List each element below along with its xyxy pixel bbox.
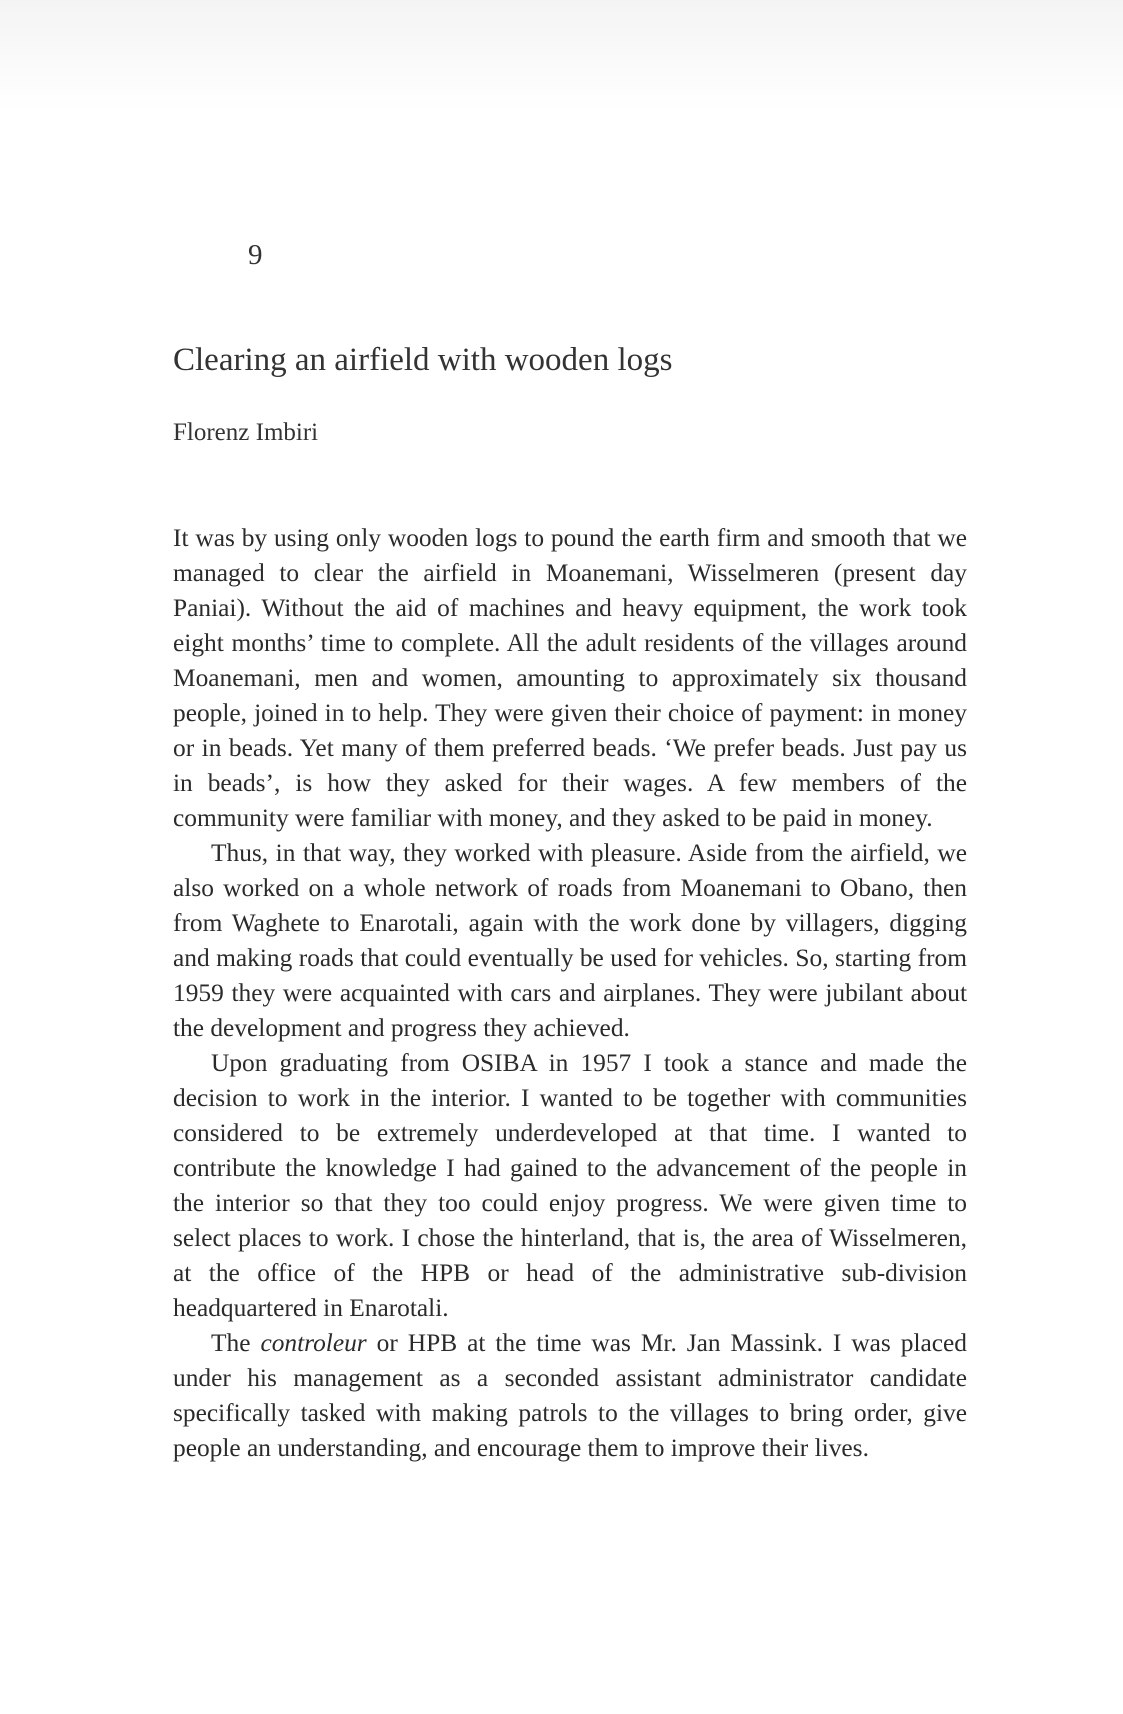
paragraph-1: It was by using only wooden logs to pound the earth firm and smooth that we managed to clear the airfield in Moanemani, Wisselmeren (present day Paniai). Without the aid of machines and heavy equipment, the work took eight months’ time to complete. All the adult residents of the villages around Moanemani, men and women, amounting to approximately six thousand people, joined in to help. They were given their choice of payment: in money or in beads. Yet many of them preferred beads. ‘We prefer beads. Just pay us in beads’, is how they asked for their wages. A few members of the community were familiar with money, and they asked to be paid in money.: [173, 524, 967, 832]
paragraph-3: Upon graduating from OSIBA in 1957 I took a stance and made the decision to work in the interior. I wanted to be together with communities considered to be extremely underdeveloped at that time. I wanted to contribute the knowledge I had gained to the advancement of the people in the interior so that they too could enjoy progress. We were given time to select places to work. I chose the hinterland, that is, the area of Wisselmeren, at the office of the HPB or head of the administrative sub-division headquartered in Enarotali.: [173, 1049, 967, 1322]
scan-shadow: [0, 0, 1123, 110]
paragraph-2: Thus, in that way, they worked with pleasure. Aside from the airfield, we also worked on a whole network of roads from Moanemani to Obano, then from Waghete to Enarotali, again with the work done by villagers, digging and making roads that could eventually be used for vehicles. So, starting from 1959 they were acquainted with cars and airplanes. They were jubilant about the development and progress they achieved.: [173, 839, 967, 1042]
chapter-body: [173, 521, 967, 1466]
paragraph-4-rest: or HPB at the time was Mr. Jan Massink. I was placed under his management as a seconded assistant administrator candidate specifically tasked with making patrols to the villages to bring order, give people an understanding, and encourage them to improve their lives.: [173, 1329, 968, 1462]
paragraph-4: [173, 1326, 967, 1466]
chapter-title: Clearing an airfield with wooden logs: [173, 342, 673, 378]
paragraph-4-lead: The: [211, 1329, 261, 1357]
chapter-author: Florenz Imbiri: [173, 419, 319, 446]
chapter-number: 9: [248, 239, 263, 271]
paragraph-4-italic-term: controleur: [260, 1329, 367, 1357]
